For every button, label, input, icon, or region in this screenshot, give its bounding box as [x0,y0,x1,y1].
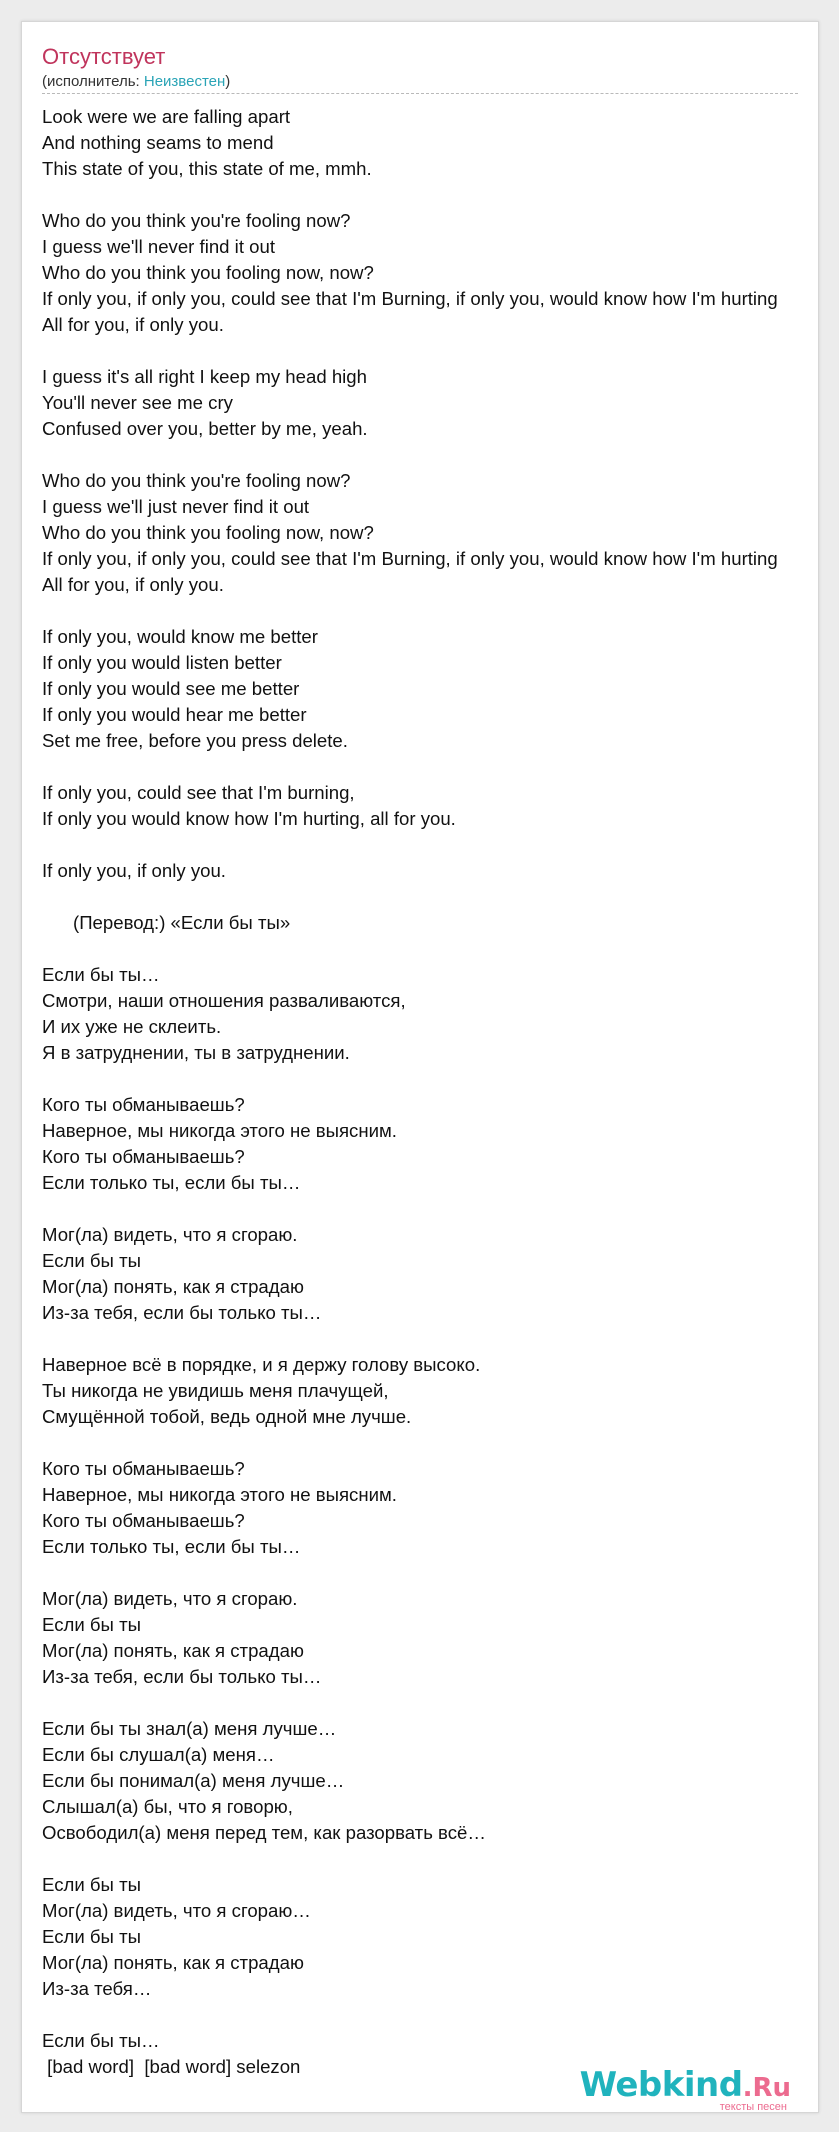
artist-link[interactable]: Неизвестен [143,73,226,90]
artist-prefix: (исполнитель: [42,73,144,90]
logo-tld: .Ru [742,2073,791,2103]
site-logo[interactable] [579,2065,791,2113]
lyrics-card [21,21,819,2113]
logo-brand: Webkind [579,2065,743,2105]
logo-tagline: тексты песен [719,2101,787,2113]
artist-suffix: ) [225,73,231,90]
lyrics-text: Look were we are falling apart And nothing seams to mend This state of you, this state of me, mmh. Who do you think you're fooling now? I guess we'll never find it out Who do you think you fooling now, now? If only you, if only you, could see that I'm Burning, if only you, would know how I'm hurting All for you, if only you. I guess it's all right I keep my head high You'll never see me cry Confused over you, better by me, yeah. Who do you think you're fooling now? I guess we'll just never find it out Who do you think you fooling now, now? If only you, if only you, could see that I'm Burning, if only you, would know how I'm hurting All for you, if only you. If only you, would know me better If only you would listen better If only you would see me better If only you would hear me better Set me free, before you press delete. If only you, could see that I'm burning, If only you would know how I'm hurting, all for you. If only you, if only you. (Перевод:) «Если бы ты» Если бы ты… Смотри, наши отношения разваливаются, И их уже не склеить. Я в затруднении, ты в затруднении. Кого ты обманываешь? Наверное, мы никогда этого не выясним. Кого ты обманываешь? Если только ты, если бы ты… Мог(ла) видеть, что я сгораю. Если бы ты Мог(ла) понять, как я страдаю Из-за тебя, если бы только ты… Наверное всё в порядке, и я держу голову высоко. Ты никогда не увидишь меня плачущей, Смущённой тобой, ведь одной мне лучше. Кого ты обманываешь? Наверное, мы никогда этого не выясним. Кого ты обманываешь? Если только ты, если бы ты… Мог(ла) видеть, что я сгораю. Если бы ты Мог(ла) понять, как я страдаю Из-за тебя, если бы только ты… Если бы ты знал(а) меня лучше… Если бы слушал(а) меня… Если бы понимал(а) меня лучше… Слышал(а) бы, что я говорю, Освободил(а) меня перед тем, как разорвать всё… Если бы ты Мог(ла) видеть, что я сгораю… Если бы ты Мог(ла) понять, как я страдаю Из-за тебя… Если бы ты… [bad word] [bad word] selezon [42,106,778,2077]
dashed-divider [42,93,798,94]
artist-line [42,72,230,92]
song-title: Отсутствует [42,44,166,69]
